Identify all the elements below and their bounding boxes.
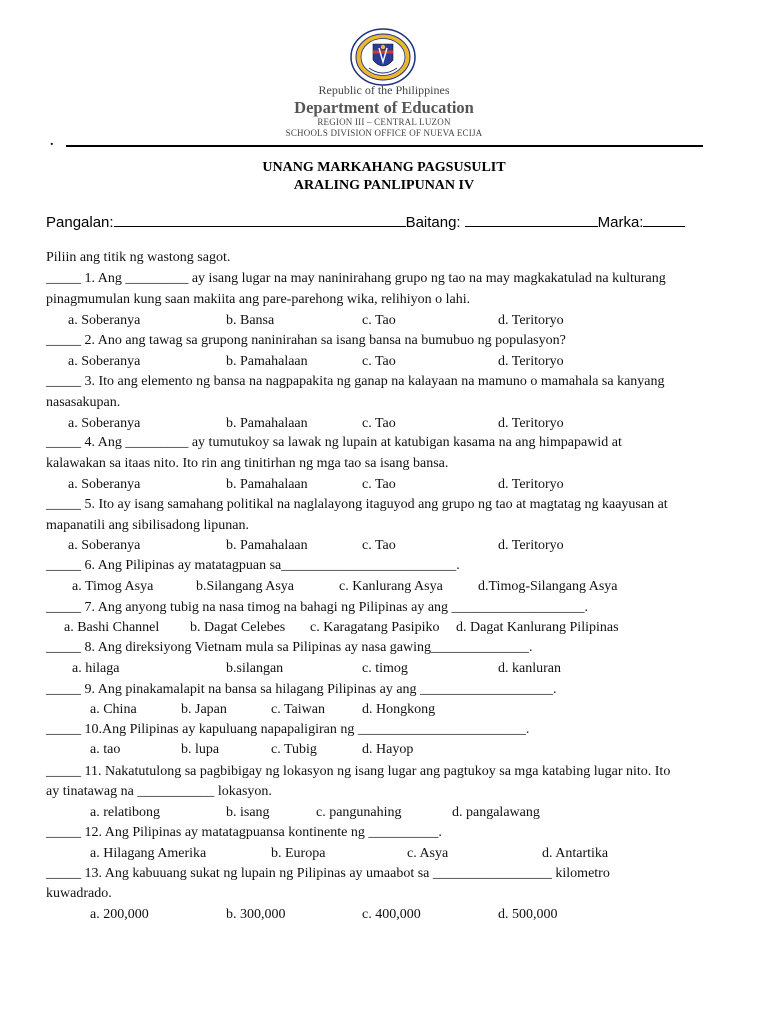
question-8-line-1: _____ 8. Ang direksiyong Vietnam mula sa Pilipinas ay nasa gawing______________. (46, 640, 533, 655)
choice-5a[interactable]: a. Soberanya (68, 538, 141, 553)
division-line: SCHOOLS DIVISION OFFICE OF NUEVA ECIJA (285, 128, 483, 138)
score-label: Marka: (597, 214, 644, 231)
name-label: Pangalan: (46, 214, 114, 231)
choice-2d[interactable]: d. Teritoryo (498, 354, 564, 369)
question-11-line-1: _____ 11. Nakatutulong sa pagbibigay ng lokasyon ng isang lugar ang pagtukoy sa mga katabing lugar nito. Ito (46, 764, 671, 779)
question-4-line-2: kalawakan sa itaas nito. Ito rin ang tinitirhan ng mga tao sa isang bansa. (46, 456, 449, 471)
choice-1c[interactable]: c. Tao (362, 313, 396, 328)
question-7-line-1: _____ 7. Ang anyong tubig na nasa timog na bahagi ng Pilipinas ay ang ___________________. (46, 600, 589, 615)
header-divider (66, 145, 703, 147)
choice-10a[interactable]: a. tao (90, 742, 121, 757)
choice-2b[interactable]: b. Pamahalaan (226, 354, 308, 369)
choice-3c[interactable]: c. Tao (362, 416, 396, 431)
question-6-line-1: _____ 6. Ang Pilipinas ay matatagpuan sa_________________________. (46, 558, 460, 573)
choice-11a[interactable]: a. relatibong (90, 805, 160, 820)
choice-4d[interactable]: d. Teritoryo (498, 477, 564, 492)
choice-7d[interactable]: d. Dagat Kanlurang Pilipinas (456, 620, 619, 635)
choice-9c[interactable]: c. Taiwan (271, 702, 325, 717)
choice-6a[interactable]: a. Timog Asya (72, 579, 154, 594)
choice-12a[interactable]: a. Hilagang Amerika (90, 846, 207, 861)
choice-11b[interactable]: b. isang (226, 805, 270, 820)
choice-12d[interactable]: d. Antartika (542, 846, 609, 861)
exam-title: UNANG MARKAHANG PAGSUSULIT (262, 160, 506, 175)
choice-7a[interactable]: a. Bashi Channel (64, 620, 160, 635)
question-12-line-1: _____ 12. Ang Pilipinas ay matatagpuansa kontinente ng __________. (46, 825, 442, 840)
choice-9d[interactable]: d. Hongkong (362, 702, 436, 717)
choice-12b[interactable]: b. Europa (271, 846, 326, 861)
choice-6c[interactable]: c. Kanlurang Asya (339, 579, 443, 594)
choice-2c[interactable]: c. Tao (362, 354, 396, 369)
choice-13c[interactable]: c. 400,000 (362, 907, 421, 922)
question-4-line-1: _____ 4. Ang _________ ay tumutukoy sa lawak ng lupain at katubigan kasama na ang himpapawid at (46, 435, 622, 450)
question-13-line-2: kuwadrado. (46, 886, 112, 901)
choice-8a[interactable]: a. hilaga (72, 661, 120, 676)
question-1-line-2: pinagmumulan kung saan makiita ang pare-parehong wika, relihiyon o lahi. (46, 292, 471, 307)
question-11-line-2: ay tinatawag na ___________ lokasyon. (46, 784, 272, 799)
choice-6d[interactable]: d.Timog-Silangang Asya (478, 579, 618, 594)
choice-7b[interactable]: b. Dagat Celebes (190, 620, 286, 635)
choice-9b[interactable]: b. Japan (181, 702, 227, 717)
choice-11c[interactable]: c. pangunahing (316, 805, 402, 820)
question-5-line-2: mapanatili ang sibilisadong lipunan. (46, 518, 249, 533)
choice-5c[interactable]: c. Tao (362, 538, 396, 553)
choice-10d[interactable]: d. Hayop (362, 742, 414, 757)
choice-9a[interactable]: a. China (90, 702, 137, 717)
question-3-line-2: nasasakupan. (46, 395, 121, 410)
exam-subject: ARALING PANLIPUNAN IV (293, 178, 475, 193)
choice-5d[interactable]: d. Teritoryo (498, 538, 564, 553)
choice-13d[interactable]: d. 500,000 (498, 907, 558, 922)
question-9-line-1: _____ 9. Ang pinakamalapit na bansa sa hilagang Pilipinas ay ang ___________________. (46, 682, 557, 697)
instructions: Piliin ang titik ng wastong sagot. (46, 250, 231, 265)
question-1-line-1: _____ 1. Ang _________ ay isang lugar na may naninirahang grupo ng tao na may magkakatulad na kulturang (46, 271, 666, 286)
question-13-line-1: _____ 13. Ang kabuuang sukat ng lupain ng Pilipinas ay umaabot sa _________________ kilometro (46, 866, 610, 881)
choice-11d[interactable]: d. pangalawang (452, 805, 540, 820)
grade-label: Baitang: (405, 214, 461, 231)
choice-6b[interactable]: b.Silangang Asya (196, 579, 294, 594)
choice-1a[interactable]: a. Soberanya (68, 313, 141, 328)
question-2-line-1: _____ 2. Ano ang tawag sa grupong naninirahan sa isang bansa na bumubuo ng populasyon? (46, 333, 566, 348)
grade-blank[interactable] (465, 214, 598, 227)
choice-12c[interactable]: c. Asya (407, 846, 449, 861)
choice-8d[interactable]: d. kanluran (498, 661, 561, 676)
question-10-line-1: _____ 10.Ang Pilipinas ay kapuluang napapaligiran ng ________________________. (46, 722, 530, 737)
choice-2a[interactable]: a. Soberanya (68, 354, 141, 369)
region-line: REGION III – CENTRAL LUZON (317, 117, 451, 127)
choice-4a[interactable]: a. Soberanya (68, 477, 141, 492)
deped-seal-icon (349, 28, 417, 86)
name-blank[interactable] (114, 214, 406, 227)
choice-1d[interactable]: d. Teritoryo (498, 313, 564, 328)
choice-3a[interactable]: a. Soberanya (68, 416, 141, 431)
republic-line: Republic of the Philippines (318, 83, 450, 97)
choice-13a[interactable]: a. 200,000 (90, 907, 149, 922)
question-5-line-1: _____ 5. Ito ay isang samahang politikal na naglalayong itaguyod ang grupo ng tao at magtatag ng kaayusan at (46, 497, 668, 512)
choice-3b[interactable]: b. Pamahalaan (226, 416, 308, 431)
choice-3d[interactable]: d. Teritoryo (498, 416, 564, 431)
choice-8b[interactable]: b.silangan (226, 661, 284, 676)
choice-8c[interactable]: c. timog (362, 661, 408, 676)
choice-10b[interactable]: b. lupa (181, 742, 220, 757)
choice-1b[interactable]: b. Bansa (226, 313, 275, 328)
choice-4b[interactable]: b. Pamahalaan (226, 477, 308, 492)
score-blank[interactable] (643, 214, 685, 227)
header-bullet: . (50, 134, 54, 149)
choice-10c[interactable]: c. Tubig (271, 742, 317, 757)
student-info-line (46, 214, 685, 231)
choice-4c[interactable]: c. Tao (362, 477, 396, 492)
choice-7c[interactable]: c. Karagatang Pasipiko (310, 620, 440, 635)
department-name: Department of Education (294, 98, 474, 117)
choice-5b[interactable]: b. Pamahalaan (226, 538, 308, 553)
choice-13b[interactable]: b. 300,000 (226, 907, 286, 922)
question-3-line-1: _____ 3. Ito ang elemento ng bansa na nagpapakita ng ganap na kalayaan na mamuno o mamahala sa kanyang (46, 374, 665, 389)
